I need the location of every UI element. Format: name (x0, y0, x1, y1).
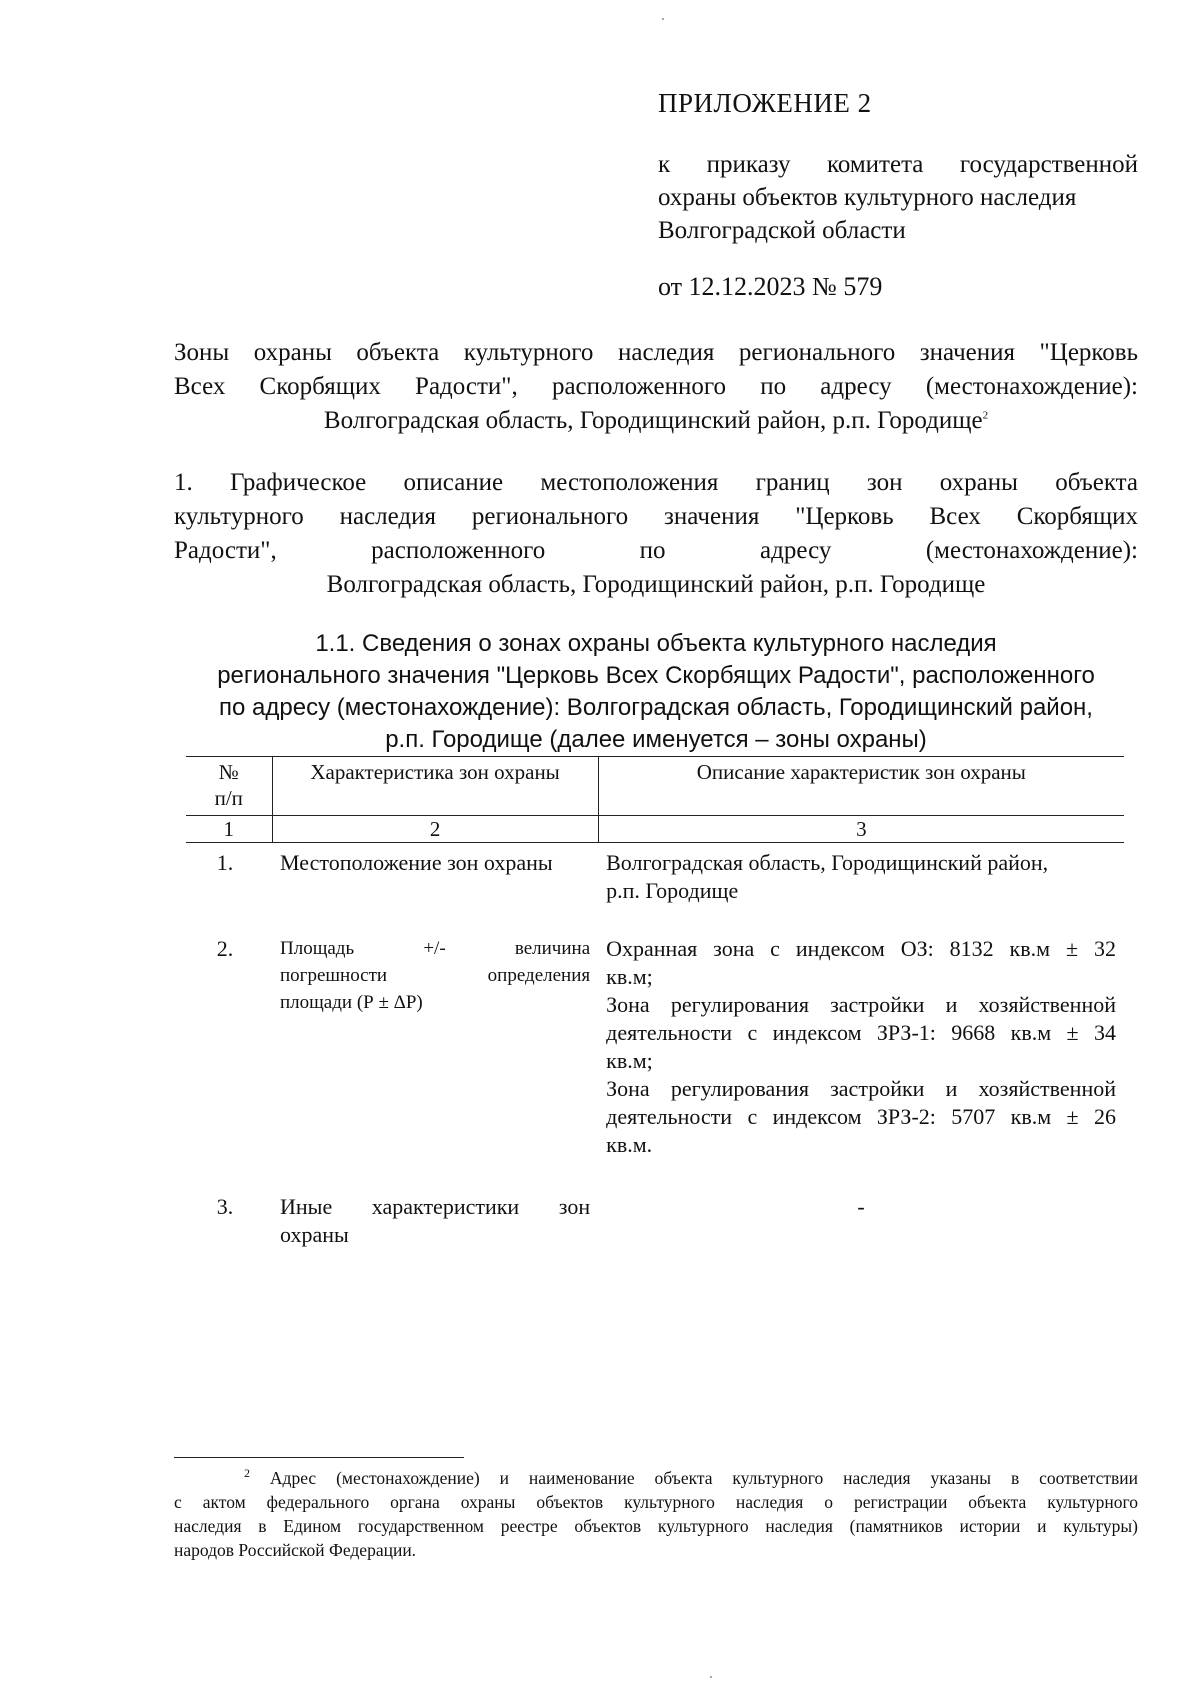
section-line: 1. Графическое описание местоположения границ зон охраны объекта (174, 469, 1138, 496)
description-line: р.п. Городище (606, 878, 739, 903)
description-line: Охранная зона с индексом ОЗ: 8132 кв.м ± 32 (606, 936, 1116, 961)
description-line: деятельности с индексом ЗРЗ-1: 9668 кв.м ± 34 (606, 1020, 1116, 1045)
description-line: Зона регулирования застройки и хозяйственной (606, 992, 1116, 1017)
column-number: 2 (272, 816, 598, 843)
title-line: Зоны охраны объекта культурного наследия регионального значения "Церковь (174, 339, 1138, 366)
section-line: культурного наследия регионального значения "Церковь Всех Скорбящих (174, 503, 1138, 530)
row-description (598, 843, 1124, 930)
table-row (186, 929, 1124, 1187)
table-row (186, 1187, 1124, 1249)
appendix-order-reference (658, 148, 1138, 247)
footnote-line: народов Российской Федерации. (174, 1540, 417, 1560)
title-line: Всех Скорбящих Радости", расположенного по адресу (местонахождение): (174, 373, 1138, 400)
order-line: охраны объектов культурного наследия (658, 184, 1077, 211)
description-line: кв.м; (606, 964, 653, 989)
table-row (186, 843, 1124, 930)
order-date-number: от 12.12.2023 № 579 (658, 272, 883, 301)
section-1-heading (174, 466, 1138, 602)
row-number: 3. (216, 1194, 234, 1219)
characteristic-line: погрешности определения (280, 965, 591, 986)
subsection-1-1-heading (174, 628, 1138, 756)
description-line: Волгоградская область, Городищинский район, (606, 850, 1049, 875)
scan-speck (662, 18, 664, 20)
title-address-text: Волгоградская область, Городищинский район, р.п. Городище (323, 407, 983, 434)
section-line: Волгоградская область, Городищинский район, р.п. Городище (326, 571, 986, 598)
footnote-line: наследия в Едином государственном реестре объектов культурного наследия (памятников истории и культуры) (174, 1516, 1138, 1536)
row-number: 1. (216, 850, 234, 875)
row-description: - (857, 1194, 865, 1219)
description-line: кв.м. (606, 1132, 653, 1157)
row-characteristic (272, 929, 598, 1187)
footnote-line: с актом федерального органа охраны объектов культурного наследия о регистрации объекта культурного (174, 1492, 1138, 1512)
subsection-line: 1.1. Сведения о зонах охраны объекта культурного наследия (315, 630, 997, 657)
footnote-text: Адрес (местонахождение) и наименование объекта культурного наследия указаны в соответствии (269, 1468, 1139, 1488)
row-characteristic (272, 1187, 598, 1249)
header-number-sign: № (218, 760, 239, 784)
order-line: Волгоградской области (658, 217, 906, 244)
characteristic-line: Иные характеристики зон (280, 1194, 591, 1219)
table-header-row (186, 757, 1124, 816)
header-description: Описание характеристик зон охраны (598, 757, 1124, 816)
table-column-numbers-row (186, 816, 1124, 843)
footnote-line (174, 1466, 1138, 1490)
section-line: Радости", расположенного по адресу (местонахождение): (174, 537, 1138, 564)
scan-speck (710, 1676, 712, 1678)
subsection-line: регионального значения "Церковь Всех Скорбящих Радости", расположенного (217, 662, 1095, 689)
row-characteristic: Местоположение зон охраны (280, 850, 553, 875)
column-number: 3 (598, 816, 1124, 843)
characteristic-line: площади (Р ± ΔР) (280, 992, 423, 1013)
order-line: к приказу комитета государственной (658, 151, 1138, 178)
zones-table (186, 756, 1124, 1249)
characteristic-line: Площадь +/- величина (280, 938, 591, 959)
footnote-separator (174, 1457, 464, 1458)
description-line: Зона регулирования застройки и хозяйственной (606, 1076, 1116, 1101)
header-characteristic: Характеристика зон охраны (272, 757, 598, 816)
subsection-line: р.п. Городище (далее именуется – зоны охраны) (385, 726, 927, 753)
description-line: кв.м; (606, 1048, 653, 1073)
appendix-title: ПРИЛОЖЕНИЕ 2 (658, 88, 872, 118)
subsection-line: по адресу (местонахождение): Волгоградская область, Городищинский район, (219, 694, 1093, 721)
footnote (174, 1466, 1138, 1562)
header-number (186, 757, 272, 816)
footnote-marker: 2 (244, 1466, 250, 1481)
title-line-address (174, 404, 1138, 438)
footnote-reference[interactable]: 2 (982, 409, 989, 422)
zones-title (174, 336, 1138, 438)
column-number: 1 (186, 816, 272, 843)
header-number-abbr: п/п (214, 786, 243, 810)
description-line: деятельности с индексом ЗРЗ-2: 5707 кв.м ± 26 (606, 1104, 1116, 1129)
characteristic-line: охраны (280, 1222, 349, 1247)
row-description (598, 929, 1124, 1187)
row-number: 2. (216, 936, 234, 961)
